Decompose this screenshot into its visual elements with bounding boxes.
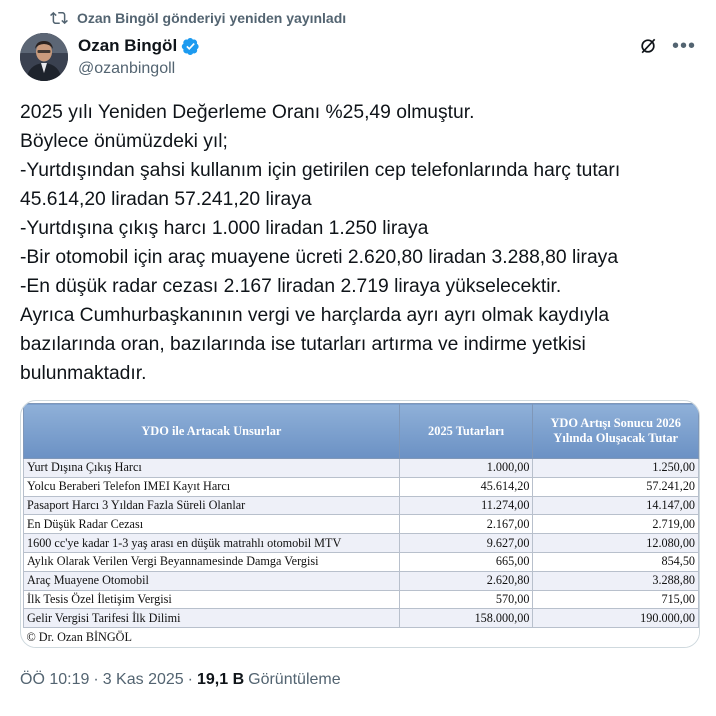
tweet-line: -Yurtdışından şahsi kullanım için getirilen cep telefonlarında harç tutarı xyxy=(20,160,621,181)
table-header-2026-line2: Yılında Oluşacak Tutar xyxy=(553,431,679,445)
table-cell-2025: 9.627,00 xyxy=(399,534,533,553)
table-cell-item: Gelir Vergisi Tarifesi İlk Dilimi xyxy=(24,609,400,628)
table-row xyxy=(24,552,699,571)
table-cell-2025: 665,00 xyxy=(399,552,533,571)
table-row xyxy=(24,590,699,609)
tweet-line: -En düşük radar cezası 2.167 liradan 2.719 liraya yükselecektir. xyxy=(20,276,562,297)
table-empty-cell xyxy=(399,628,533,647)
table-cell-2025: 2.167,00 xyxy=(399,515,533,534)
tweet-time[interactable]: ÖÖ 10:19 xyxy=(20,671,90,688)
meta-separator: · xyxy=(187,671,193,688)
table-cell-2025: 2.620,80 xyxy=(399,571,533,590)
author-name[interactable]: Ozan Bingöl xyxy=(78,36,178,55)
table-row xyxy=(24,477,699,496)
author-handle[interactable]: @ozanbingoll xyxy=(78,60,176,77)
table-header-2025: 2025 Tutarları xyxy=(399,404,533,459)
table-cell-item: Araç Muayene Otomobil xyxy=(24,571,400,590)
tweet-line: 45.614,20 liradan 57.241,20 liraya xyxy=(20,189,312,210)
table-cell-2026: 57.241,20 xyxy=(533,477,699,496)
grok-icon[interactable] xyxy=(638,36,658,56)
meta-separator: · xyxy=(93,671,99,688)
more-options-icon[interactable]: ••• xyxy=(671,35,696,57)
tweet-text xyxy=(20,98,700,388)
repost-icon xyxy=(50,9,68,27)
table-cell-2026: 854,50 xyxy=(533,552,699,571)
table-source: © Dr. Ozan BİNGÖL xyxy=(24,628,400,647)
avatar[interactable] xyxy=(20,33,68,81)
table-row xyxy=(24,496,699,515)
table-cell-2026: 14.147,00 xyxy=(533,496,699,515)
tweet-line: Böylece önümüzdeki yıl; xyxy=(20,131,228,152)
views-count: 19,1 B xyxy=(196,671,245,688)
table-header-items: YDO ile Artacak Unsurlar xyxy=(24,404,400,459)
tweet-line: bulunmaktadır. xyxy=(20,363,147,384)
table-cell-item: 1600 cc'ye kadar 1-3 yaş arası en düşük matrahlı otomobil MTV xyxy=(24,534,400,553)
table-cell-item: Aylık Olarak Verilen Vergi Beyannamesinde Damga Vergisi xyxy=(24,552,400,571)
verified-badge-icon xyxy=(181,37,200,56)
table-cell-item: Yurt Dışına Çıkış Harcı xyxy=(24,459,400,478)
table-cell-2025: 11.274,00 xyxy=(399,496,533,515)
table-row xyxy=(24,515,699,534)
tweet-line: -Yurtdışına çıkış harcı 1.000 liradan 1.250 liraya xyxy=(20,218,429,239)
avatar-image xyxy=(20,33,68,81)
views-label: Görüntüleme xyxy=(248,671,341,688)
repost-indicator[interactable] xyxy=(50,8,346,28)
table-cell-item: İlk Tesis Özel İletişim Vergisi xyxy=(24,590,400,609)
rate-table xyxy=(23,403,699,647)
table-cell-2026: 715,00 xyxy=(533,590,699,609)
tweet-line: bazılarında oran, bazılarında ise tutarları artırma ve indirme yetkisi xyxy=(20,334,586,355)
table-cell-2026: 12.080,00 xyxy=(533,534,699,553)
table-row xyxy=(24,571,699,590)
table-header-2026-line1: YDO Artışı Sonucu 2026 xyxy=(550,416,681,430)
table-cell-2025: 1.000,00 xyxy=(399,459,533,478)
table-row xyxy=(24,609,699,628)
table-row xyxy=(24,459,699,478)
table-cell-2026: 2.719,00 xyxy=(533,515,699,534)
table-empty-cell xyxy=(533,628,699,647)
repost-text: Ozan Bingöl gönderiyi yeniden yayınladı xyxy=(77,10,347,26)
tweet-line: Ayrıca Cumhurbaşkanının vergi ve harçlarda ayrı ayrı olmak kaydıyla xyxy=(20,305,610,326)
tweet-media-image[interactable] xyxy=(20,400,700,648)
tweet-date[interactable]: 3 Kas 2025 xyxy=(102,671,184,688)
table-cell-item: Pasaport Harcı 3 Yıldan Fazla Süreli Olanlar xyxy=(24,496,400,515)
tweet-meta xyxy=(20,671,341,689)
table-row xyxy=(24,534,699,553)
table-cell-2025: 45.614,20 xyxy=(399,477,533,496)
table-cell-2025: 570,00 xyxy=(399,590,533,609)
table-cell-2025: 158.000,00 xyxy=(399,609,533,628)
tweet-line: -Bir otomobil için araç muayene ücreti 2.620,80 liradan 3.288,80 liraya xyxy=(20,247,619,268)
table-source-row xyxy=(24,628,699,647)
table-cell-2026: 1.250,00 xyxy=(533,459,699,478)
table-cell-item: Yolcu Beraberi Telefon IMEI Kayıt Harcı xyxy=(24,477,400,496)
table-cell-item: En Düşük Radar Cezası xyxy=(24,515,400,534)
tweet-line: 2025 yılı Yeniden Değerleme Oranı %25,49 olmuştur. xyxy=(20,102,475,123)
table-cell-2026: 190.000,00 xyxy=(533,609,699,628)
table-header-2026 xyxy=(533,404,699,459)
table-cell-2026: 3.288,80 xyxy=(533,571,699,590)
